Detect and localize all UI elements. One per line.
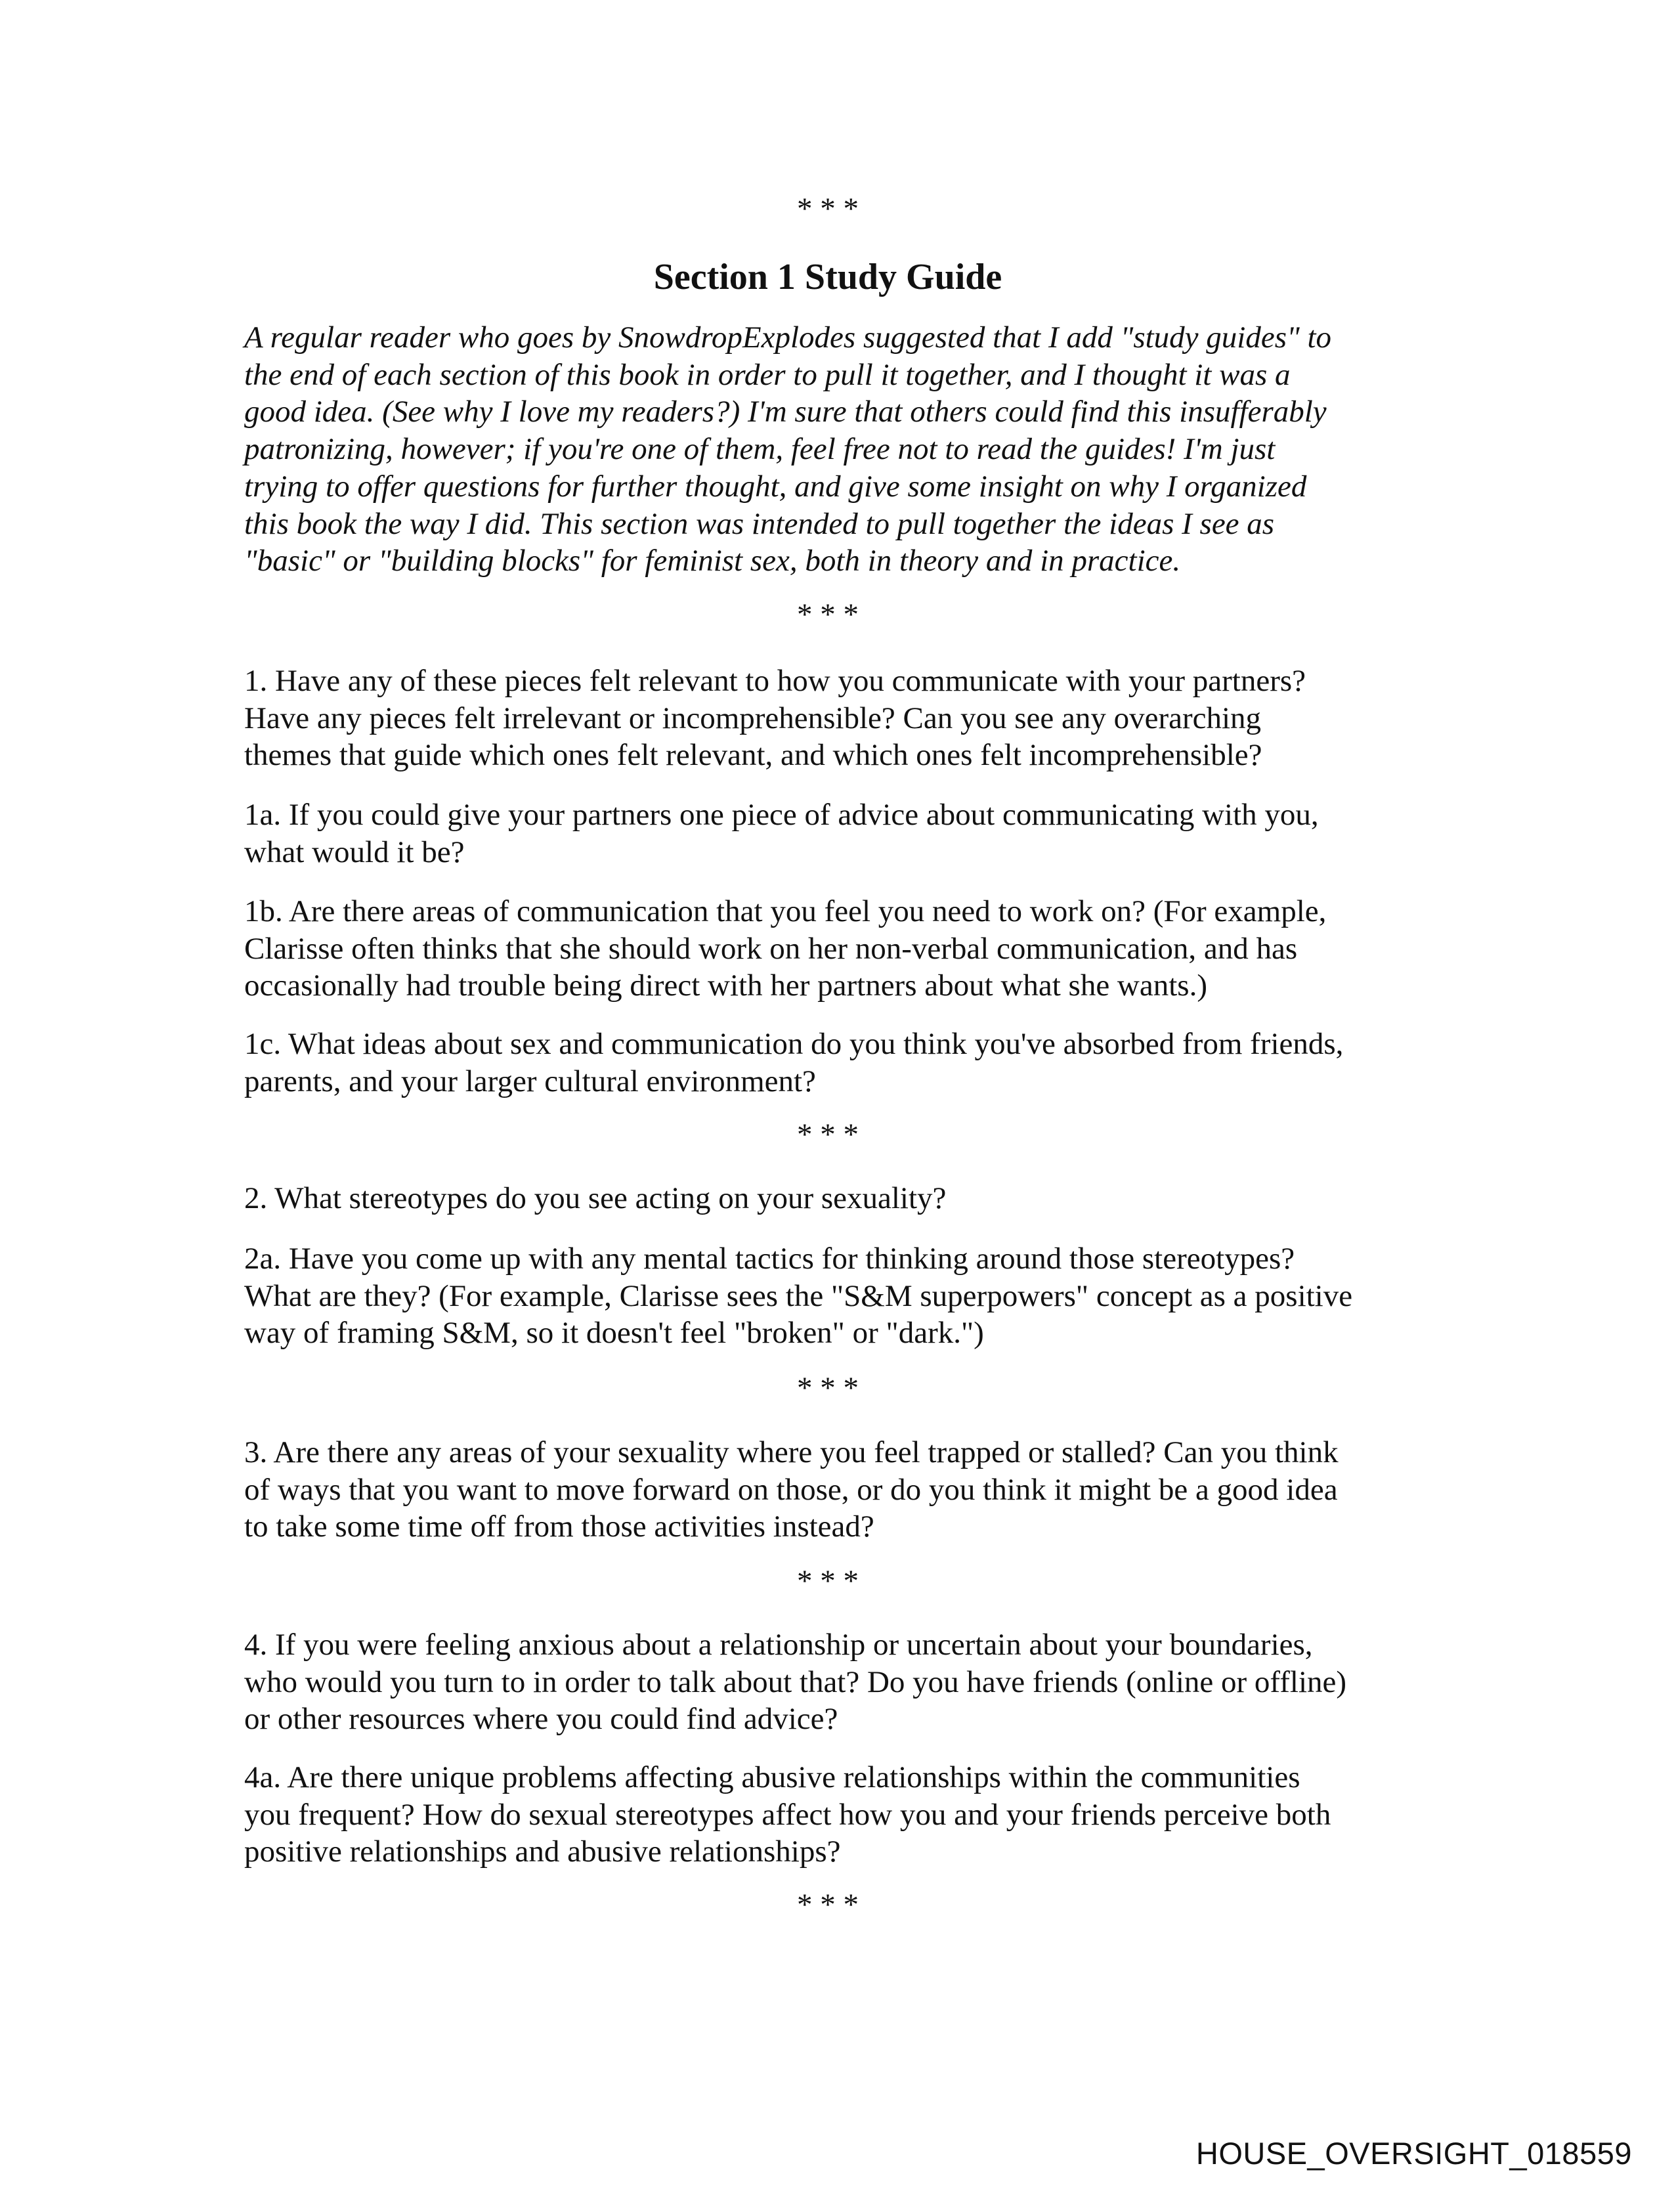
text-line: you frequent? How do sexual stereotypes affect how you and your friends perceive both bbox=[244, 1797, 1331, 1832]
document-id-footer: HOUSE_OVERSIGHT_018559 bbox=[1195, 2136, 1632, 2171]
text-line: good idea. (See why I love my readers?) I'm sure that others could find this insufferably bbox=[244, 395, 1327, 429]
separator: * * * bbox=[797, 1564, 859, 1598]
text-line: who would you turn to in order to talk about that? Do you have friends (online or offline) bbox=[244, 1664, 1347, 1699]
separator: * * * bbox=[797, 1117, 859, 1152]
text-line: A regular reader who goes by SnowdropExplodes suggested that I add "study guides" to bbox=[244, 320, 1332, 355]
separator: * * * bbox=[797, 1888, 859, 1922]
text-line: 1c. What ideas about sex and communication do you think you've absorbed from friends, bbox=[244, 1027, 1344, 1061]
question-1a bbox=[244, 796, 1419, 871]
text-line: patronizing, however; if you're one of them, feel free not to read the guides! I'm just bbox=[244, 432, 1276, 467]
question-3 bbox=[244, 1434, 1419, 1546]
text-line: Clarisse often thinks that she should work on her non-verbal communication, and has bbox=[244, 931, 1298, 966]
question-1 bbox=[244, 662, 1419, 774]
question-1c bbox=[244, 1026, 1419, 1100]
text-line: 3. Are there any areas of your sexuality where you feel trapped or stalled? Can you think bbox=[244, 1435, 1339, 1469]
question-4 bbox=[244, 1626, 1419, 1738]
text-line: 4. If you were feeling anxious about a relationship or uncertain about your boundaries, bbox=[244, 1628, 1313, 1662]
text-line: the end of each section of this book in order to pull it together, and I thought it was a bbox=[244, 357, 1291, 392]
page-title: Section 1 Study Guide bbox=[653, 257, 1002, 297]
question-4a bbox=[244, 1759, 1419, 1871]
intro-paragraph bbox=[244, 319, 1419, 580]
text-line: 1. Have any of these pieces felt relevant to how you communicate with your partners? bbox=[244, 664, 1306, 698]
separator: * * * bbox=[797, 192, 859, 226]
text-line: occasionally had trouble being direct with her partners about what she wants.) bbox=[244, 968, 1207, 1003]
text-line: 2. What stereotypes do you see acting on your sexuality? bbox=[244, 1181, 947, 1215]
text-line: 2a. Have you come up with any mental tactics for thinking around those stereotypes? bbox=[244, 1242, 1295, 1276]
text-line: of ways that you want to move forward on those, or do you think it might be a good idea bbox=[244, 1472, 1338, 1507]
text-line: what would it be? bbox=[244, 835, 465, 869]
text-line: 1b. Are there areas of communication that you feel you need to work on? (For example, bbox=[244, 894, 1327, 928]
question-2a bbox=[244, 1240, 1419, 1352]
text-line: Have any pieces felt irrelevant or incomprehensible? Can you see any overarching bbox=[244, 701, 1262, 735]
separator: * * * bbox=[797, 1371, 859, 1405]
text-line: positive relationships and abusive relationships? bbox=[244, 1834, 841, 1869]
separator: * * * bbox=[797, 597, 859, 632]
text-line: "basic" or "building blocks" for feminist sex, both in theory and in practice. bbox=[244, 544, 1181, 578]
text-line: to take some time off from those activities instead? bbox=[244, 1509, 874, 1544]
text-line: way of framing S&M, so it doesn't feel "broken" or "dark.") bbox=[244, 1316, 984, 1351]
text-line: this book the way I did. This section was intended to pull together the ideas I see as bbox=[244, 506, 1275, 541]
question-2 bbox=[244, 1180, 1419, 1217]
text-line: trying to offer questions for further thought, and give some insight on why I organized bbox=[244, 469, 1307, 504]
text-line: parents, and your larger cultural environment? bbox=[244, 1064, 816, 1098]
question-1b bbox=[244, 893, 1419, 1005]
text-line: 4a. Are there unique problems affecting abusive relationships within the communities bbox=[244, 1760, 1300, 1794]
text-line: What are they? (For example, Clarisse sees the "S&M superpowers" concept as a positive bbox=[244, 1278, 1353, 1313]
text-line: 1a. If you could give your partners one piece of advice about communicating with you, bbox=[244, 798, 1319, 832]
text-line: or other resources where you could find advice? bbox=[244, 1702, 838, 1737]
text-line: themes that guide which ones felt relevant, and which ones felt incomprehensible? bbox=[244, 738, 1262, 773]
